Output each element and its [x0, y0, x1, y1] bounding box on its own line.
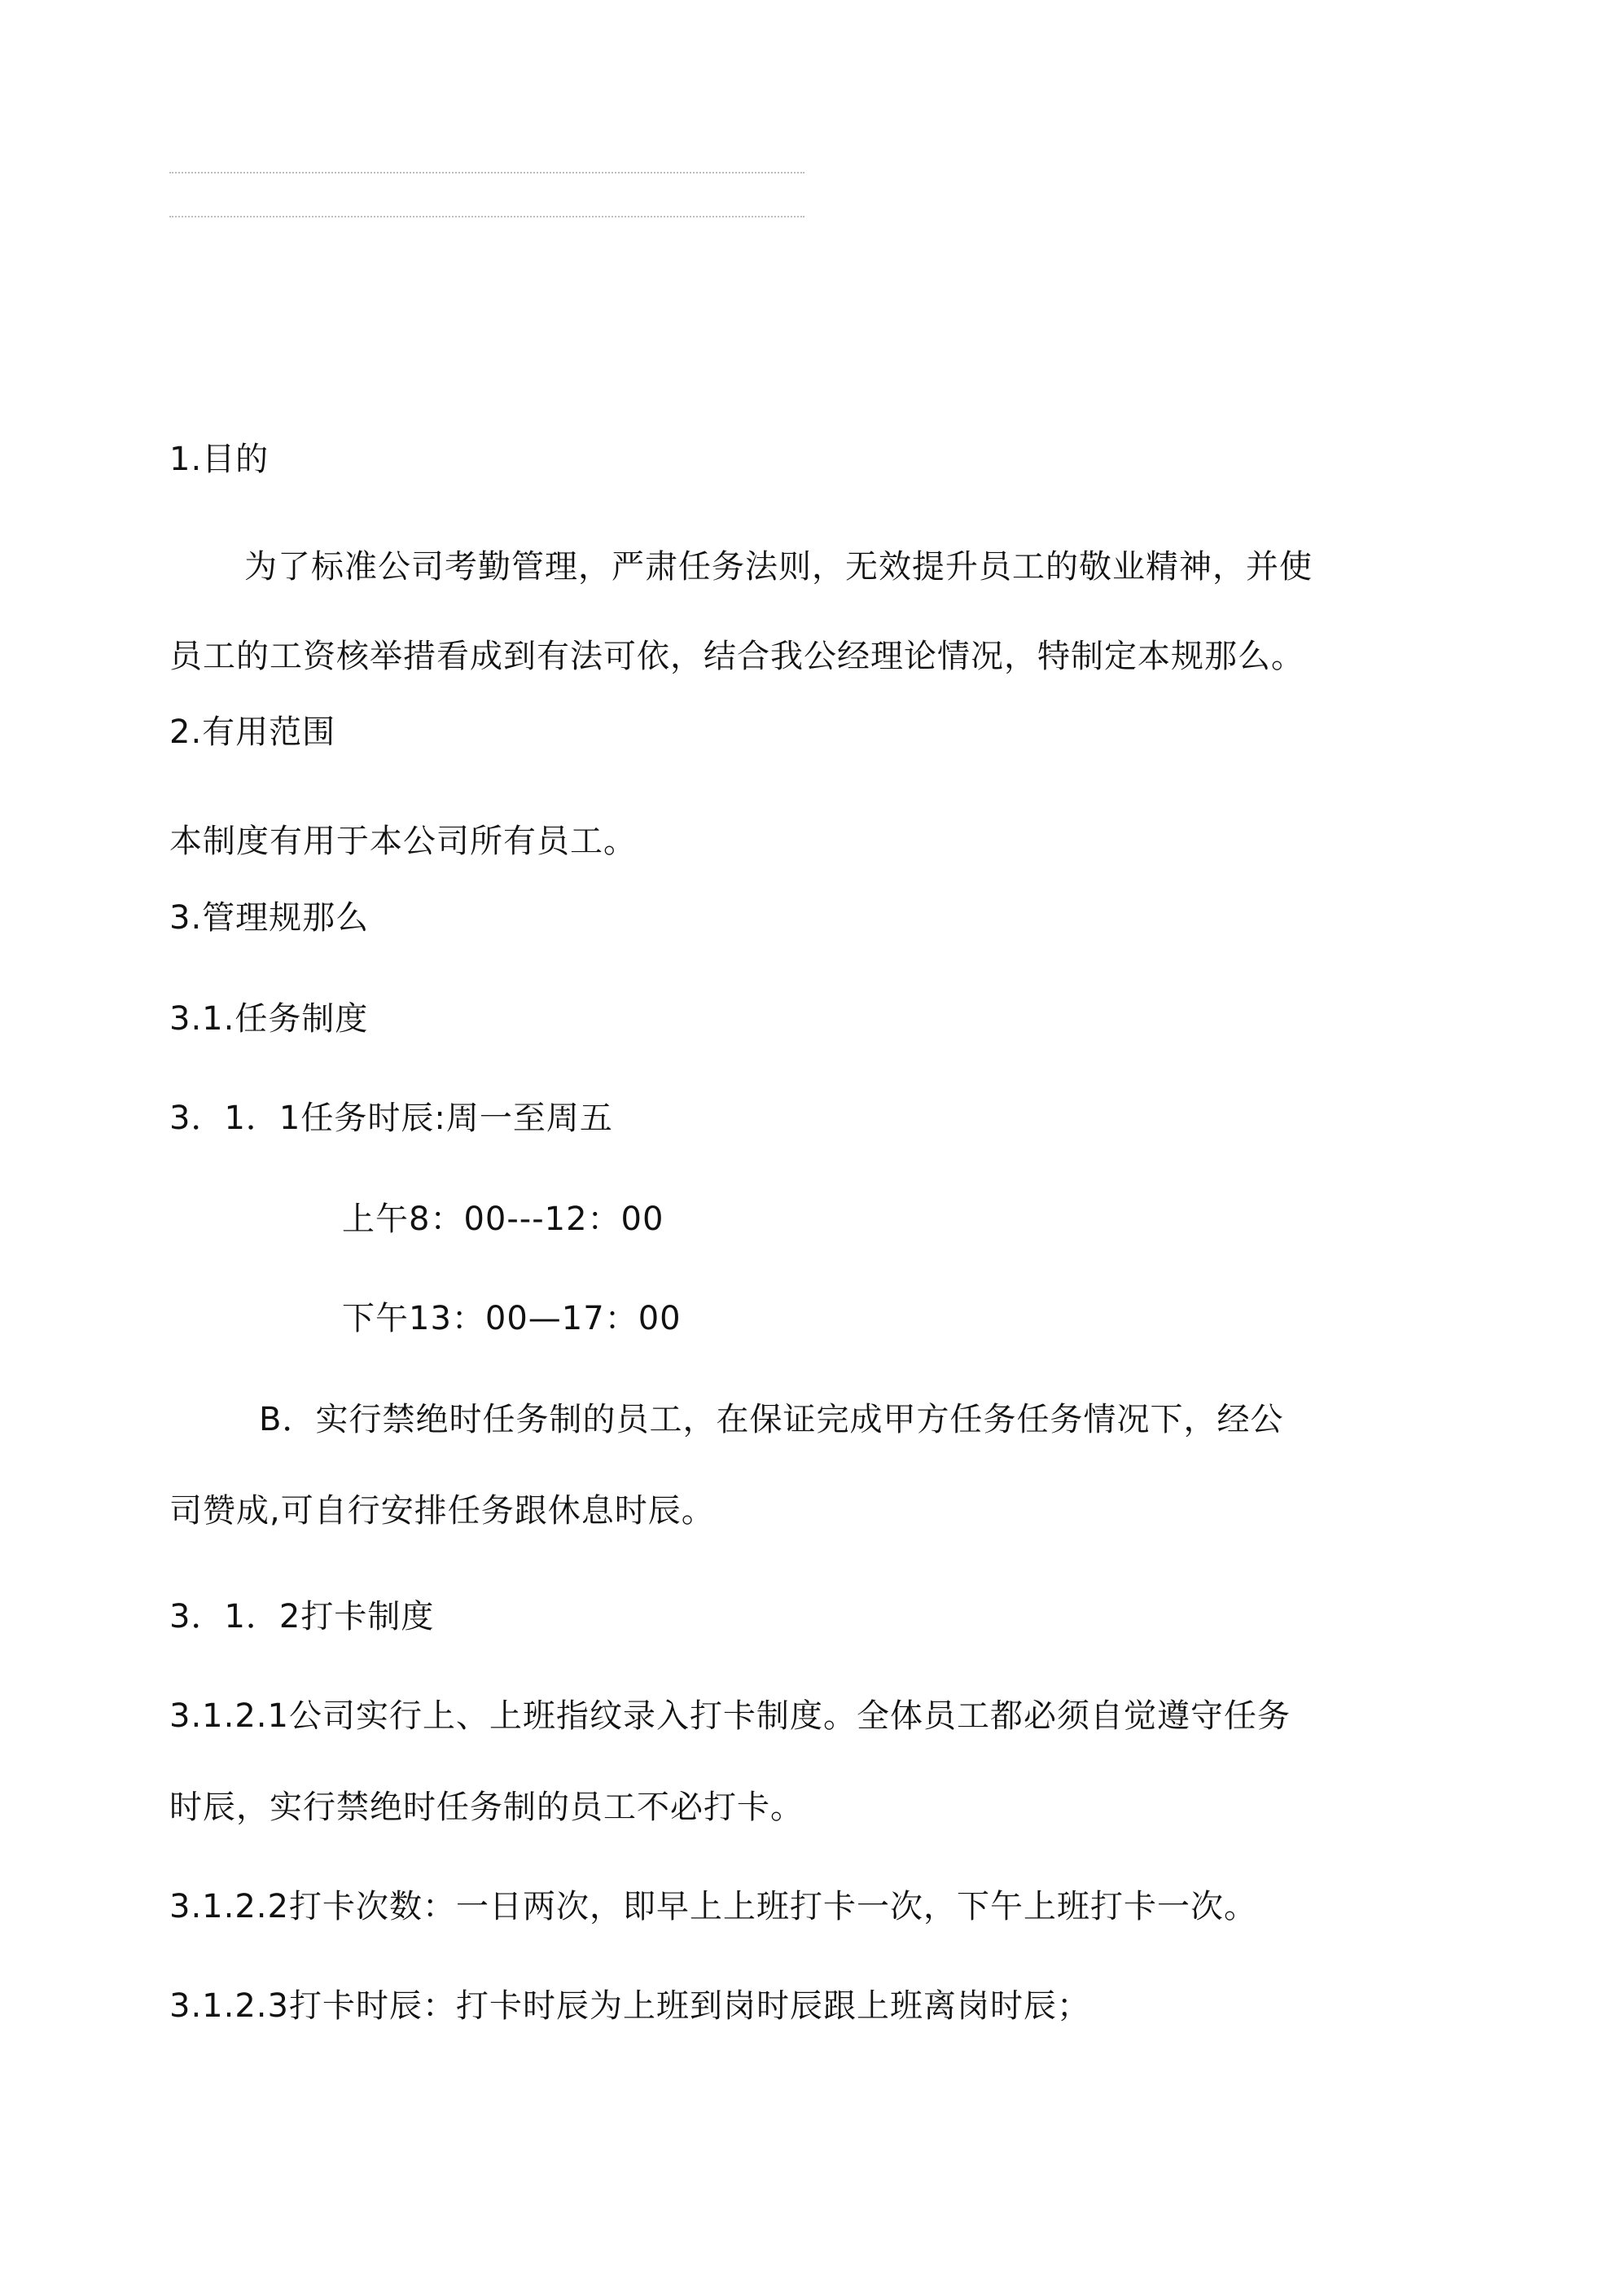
scope-paragraph: 本制度有用于本公司所有员工。 — [169, 823, 637, 860]
clock-rule-2: 3.1.2.2打卡次数：一日两次，即早上上班打卡一次，下午上班打卡一次。 — [169, 1888, 1257, 1925]
section-heading-scope: 2.有用范围 — [169, 713, 336, 751]
afternoon-hours-line: 下午13：00—17：00 — [342, 1300, 682, 1337]
clock-rule-1-line-1: 3.1.2.1公司实行上、上班指纹录入打卡制度。全体员工都必须自觉遵守任务 — [169, 1697, 1291, 1735]
purpose-paragraph-line-2: 员工的工资核举措看成到有法可依，结合我公经理论情况，特制定本规那么。 — [169, 638, 1304, 675]
morning-hours-line: 上午8：00---12：00 — [342, 1201, 664, 1238]
work-hours-line: 3．1．1任务时辰:周一至周五 — [169, 1100, 613, 1137]
subsection-heading-work-system: 3.1.任务制度 — [169, 1000, 369, 1038]
header-dotted-rule-top — [169, 172, 804, 173]
flex-hours-paragraph-line-1: B．实行禁绝时任务制的员工，在保证完成甲方任务任务情况下，经公 — [259, 1401, 1284, 1438]
header-dotted-rule-bottom — [169, 216, 804, 217]
subsection-heading-clock-in: 3．1．2打卡制度 — [169, 1598, 435, 1635]
section-heading-purpose: 1.目的 — [169, 441, 270, 478]
clock-rule-3: 3.1.2.3打卡时辰：打卡时辰为上班到岗时辰跟上班离岗时辰； — [169, 1987, 1090, 2025]
purpose-paragraph-line-1: 为了标准公司考勤管理，严肃任务法则，无效提升员工的敬业精神，并使 — [244, 548, 1313, 586]
clock-rule-1-line-2: 时辰，实行禁绝时任务制的员工不必打卡。 — [169, 1789, 804, 1826]
flex-hours-paragraph-line-2: 司赞成,可自行安排任务跟休息时辰。 — [169, 1492, 715, 1530]
section-heading-management: 3.管理规那么 — [169, 899, 370, 937]
